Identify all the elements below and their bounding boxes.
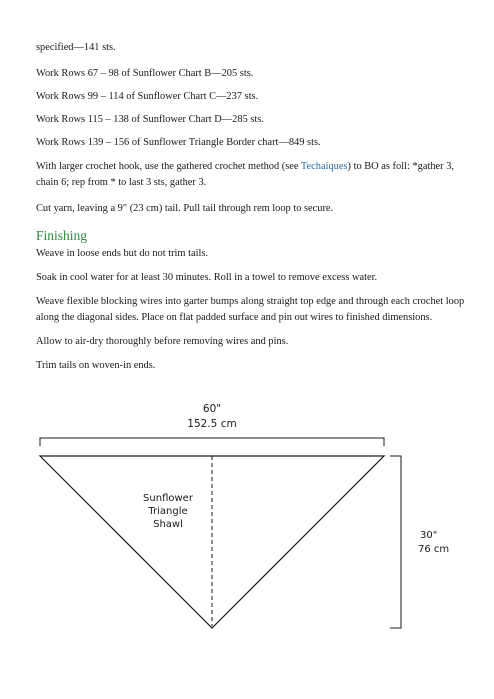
shawl-label-line-1: Sunflower — [143, 493, 193, 504]
paragraph-bind-off — [36, 159, 466, 191]
paragraph-cut-yarn: Cut yarn, leaving a 9" (23 cm) tail. Pull tail through rem loop to secure. — [36, 203, 334, 214]
finishing-blocking-wires: Weave flexible blocking wires into garter bumps along straight top edge and through each crochet loop along the diagonal sides. Place on flat padded surface and pin out wires to finished dimensions. — [36, 296, 465, 323]
depth-cm-label: 76 cm — [418, 544, 450, 555]
finishing-trim-tails: Trim tails on woven-in ends. — [36, 360, 156, 371]
shawl-label-line-2: Triangle — [148, 506, 188, 517]
finishing-air-dry: Allow to air-dry thoroughly before removing wires and pins. — [36, 336, 289, 347]
paragraph-chart-b: Work Rows 67 – 98 of Sunflower Chart B—205 sts. — [36, 68, 254, 79]
paragraph-chart-d: Work Rows 115 – 138 of Sunflower Chart D—285 sts. — [36, 114, 264, 125]
width-bracket — [40, 438, 384, 446]
finishing-weave-ends: Weave in loose ends but do not trim tails. — [36, 248, 209, 259]
depth-inches-label: 30" — [420, 530, 438, 541]
finishing-heading: Finishing — [36, 228, 88, 243]
bind-off-text-end: ) to BO as foll: *gather 3, chain 6; rep from * to last 3 sts, gather 3. — [36, 161, 454, 188]
width-inches-label: 60" — [202, 403, 222, 415]
paragraph-specified: specified—141 sts. — [36, 42, 116, 53]
paragraph-chart-c: Work Rows 99 – 114 of Sunflower Chart C—237 sts. — [36, 91, 259, 102]
techniques-link[interactable]: Techaiques — [300, 161, 348, 172]
depth-bracket — [390, 456, 401, 628]
shawl-schematic — [0, 390, 494, 640]
paragraph-border-chart: Work Rows 139 – 156 of Sunflower Triangle Border chart—849 sts. — [36, 137, 321, 148]
shawl-label-line-3: Shawl — [153, 519, 183, 530]
bind-off-text-start: With larger crochet hook, use the gathered crochet method (see — [36, 161, 301, 172]
finishing-soak: Soak in cool water for at least 30 minutes. Roll in a towel to remove excess water. — [36, 272, 378, 283]
width-cm-label: 152.5 cm — [187, 418, 237, 430]
